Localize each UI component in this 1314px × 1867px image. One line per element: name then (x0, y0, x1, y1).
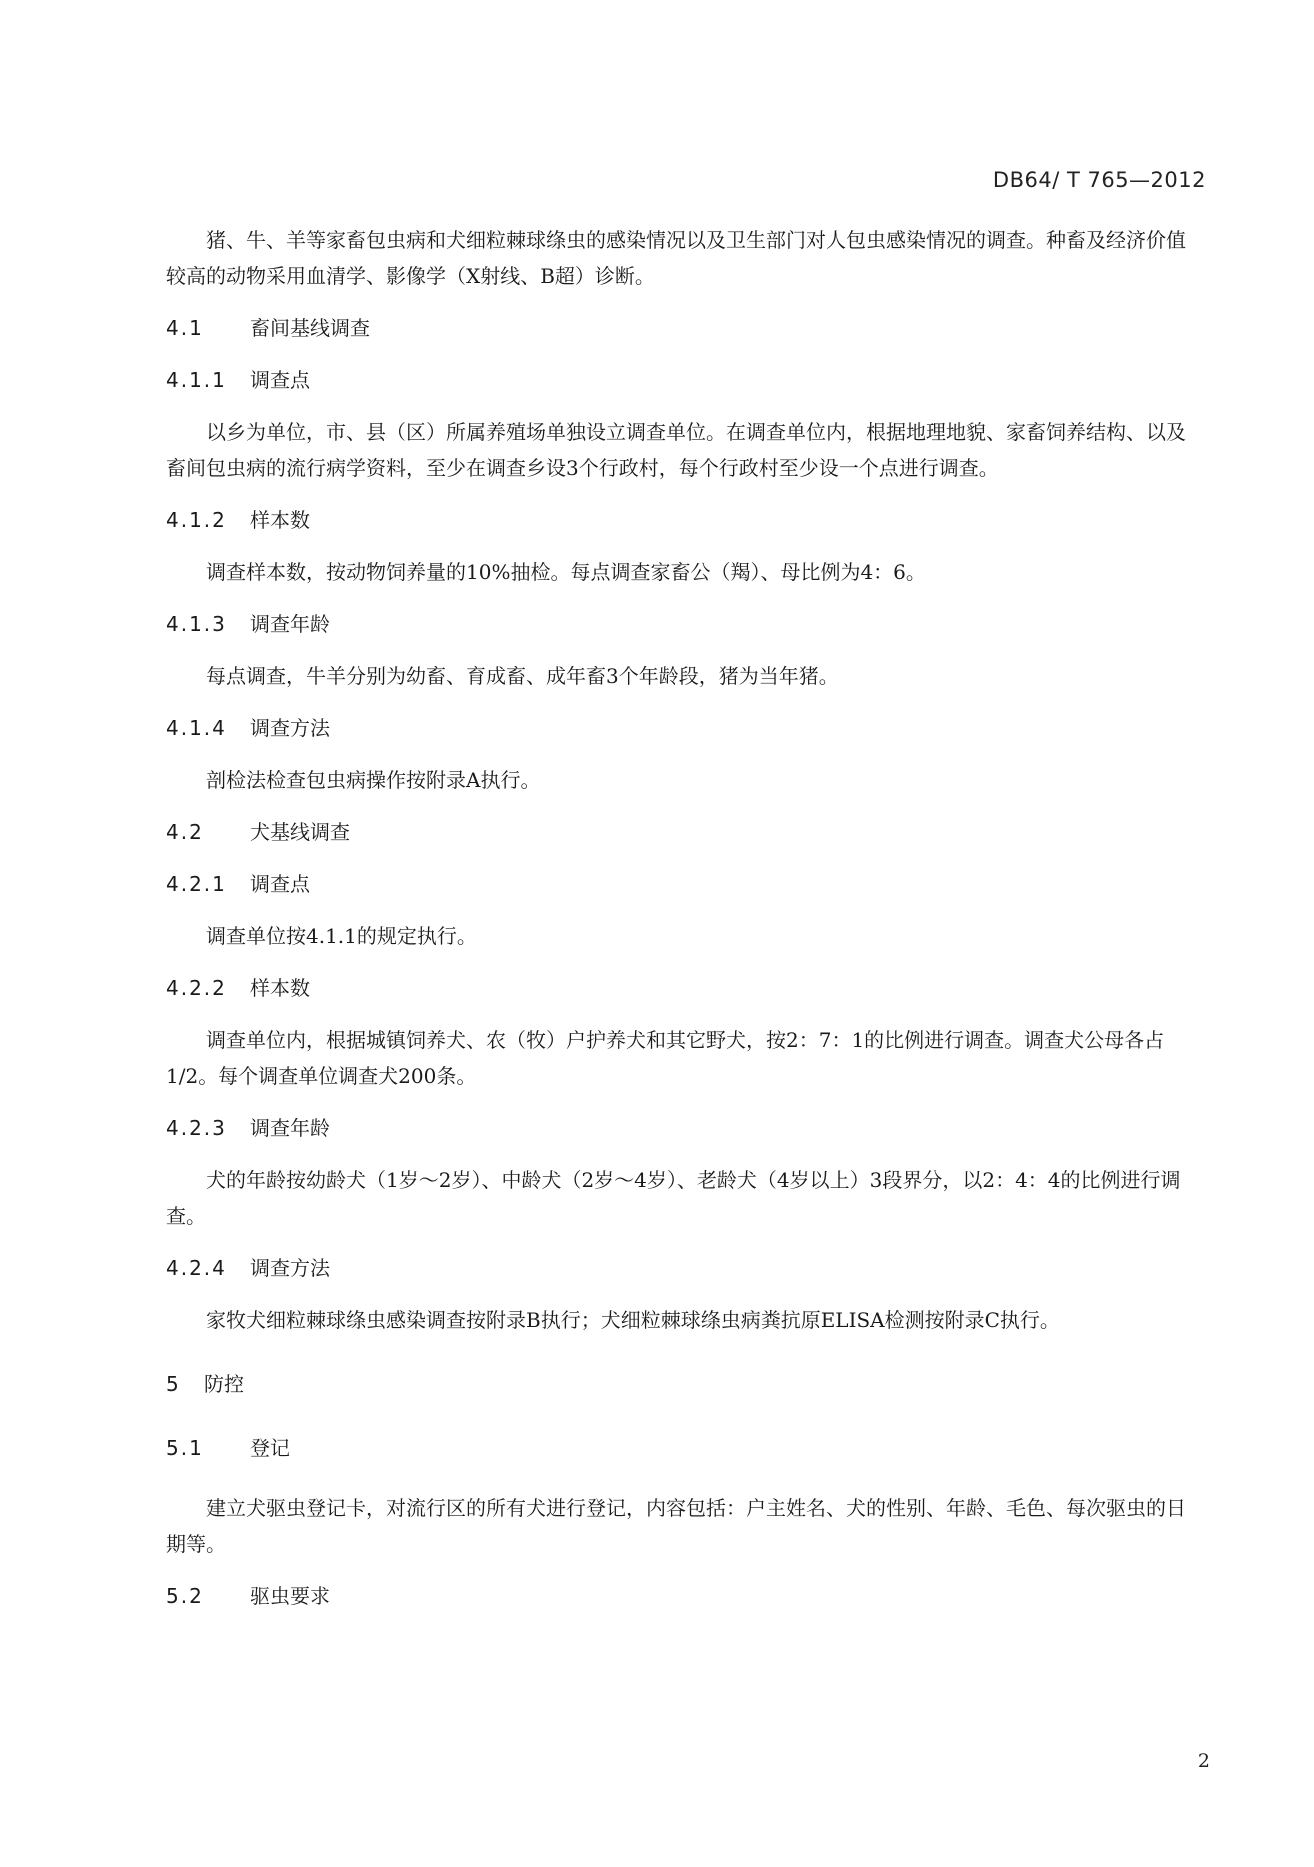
section-title: 犬基线调查 (250, 820, 350, 844)
standard-code: DB64/ T 765—2012 (992, 168, 1206, 192)
section-heading (166, 310, 1196, 346)
section-heading (166, 814, 1196, 850)
section-heading (166, 1110, 1196, 1146)
section-number: 4.2.4 (166, 1256, 227, 1280)
section-number: 5 (166, 1372, 181, 1396)
section-title: 调查点 (250, 368, 310, 392)
section-title: 登记 (250, 1436, 290, 1460)
section-heading (166, 502, 1196, 538)
paragraph: 以乡为单位，市、县（区）所属养殖场单独设立调查单位。在调查单位内，根据地理地貌、家畜饲养结构、以及畜间包虫病的流行病学资料，至少在调查乡设3个行政村，每个行政村至少设一个点进行调查。 (166, 420, 1186, 480)
section-title: 调查年龄 (250, 1116, 330, 1140)
section-number: 4.1 (166, 316, 204, 340)
section-heading (166, 1366, 1196, 1402)
section-title: 防控 (204, 1372, 244, 1396)
section-title: 调查年龄 (250, 612, 330, 636)
section-heading (166, 1430, 1196, 1466)
paragraph: 犬的年龄按幼龄犬（1岁～2岁）、中龄犬（2岁～4岁）、老龄犬（4岁以上）3段界分，以2：4：4的比例进行调查。 (166, 1168, 1181, 1228)
section-number: 5.2 (166, 1584, 204, 1608)
section-number: 4.2.3 (166, 1116, 227, 1140)
section-title: 调查方法 (250, 716, 330, 740)
section-heading (166, 362, 1196, 398)
section-title: 驱虫要求 (250, 1584, 330, 1608)
document-body (166, 222, 1196, 1630)
section-heading (166, 710, 1196, 746)
paragraph: 剖检法检查包虫病操作按附录A执行。 (206, 768, 541, 792)
section-title: 调查方法 (250, 1256, 330, 1280)
section-number: 4.2 (166, 820, 204, 844)
page-number: 2 (1197, 1750, 1210, 1772)
paragraph: 调查样本数，按动物饲养量的10%抽检。每点调查家畜公（羯）、母比例为4：6。 (206, 560, 926, 584)
section-title: 畜间基线调查 (250, 316, 370, 340)
section-number: 4.1.3 (166, 612, 227, 636)
section-number: 5.1 (166, 1436, 204, 1460)
section-heading (166, 1250, 1196, 1286)
section-heading (166, 866, 1196, 902)
section-heading (166, 970, 1196, 1006)
paragraph: 每点调查，牛羊分别为幼畜、育成畜、成年畜3个年龄段，猪为当年猪。 (206, 664, 839, 688)
paragraph: 调查单位内，根据城镇饲养犬、农（牧）户护养犬和其它野犬，按2：7：1的比例进行调查。调查犬公母各占1/2。每个调查单位调查犬200条。 (166, 1028, 1165, 1088)
paragraph: 建立犬驱虫登记卡，对流行区的所有犬进行登记，内容包括：户主姓名、犬的性别、年龄、毛色、每次驱虫的日期等。 (166, 1496, 1186, 1556)
section-title: 调查点 (250, 872, 310, 896)
section-title: 样本数 (250, 976, 310, 1000)
paragraph: 猪、牛、羊等家畜包虫病和犬细粒棘球绦虫的感染情况以及卫生部门对人包虫感染情况的调查。种畜及经济价值较高的动物采用血清学、影像学（X射线、B超）诊断。 (166, 228, 1186, 288)
section-heading (166, 606, 1196, 642)
paragraph: 调查单位按4.1.1的规定执行。 (206, 924, 477, 948)
paragraph: 家牧犬细粒棘球绦虫感染调查按附录B执行；犬细粒棘球绦虫病粪抗原ELISA检测按附录C执行。 (206, 1308, 1060, 1332)
section-number: 4.1.1 (166, 368, 227, 392)
section-number: 4.2.2 (166, 976, 227, 1000)
section-title: 样本数 (250, 508, 310, 532)
section-heading (166, 1578, 1196, 1614)
section-number: 4.2.1 (166, 872, 227, 896)
section-number: 4.1.2 (166, 508, 227, 532)
section-number: 4.1.4 (166, 716, 227, 740)
